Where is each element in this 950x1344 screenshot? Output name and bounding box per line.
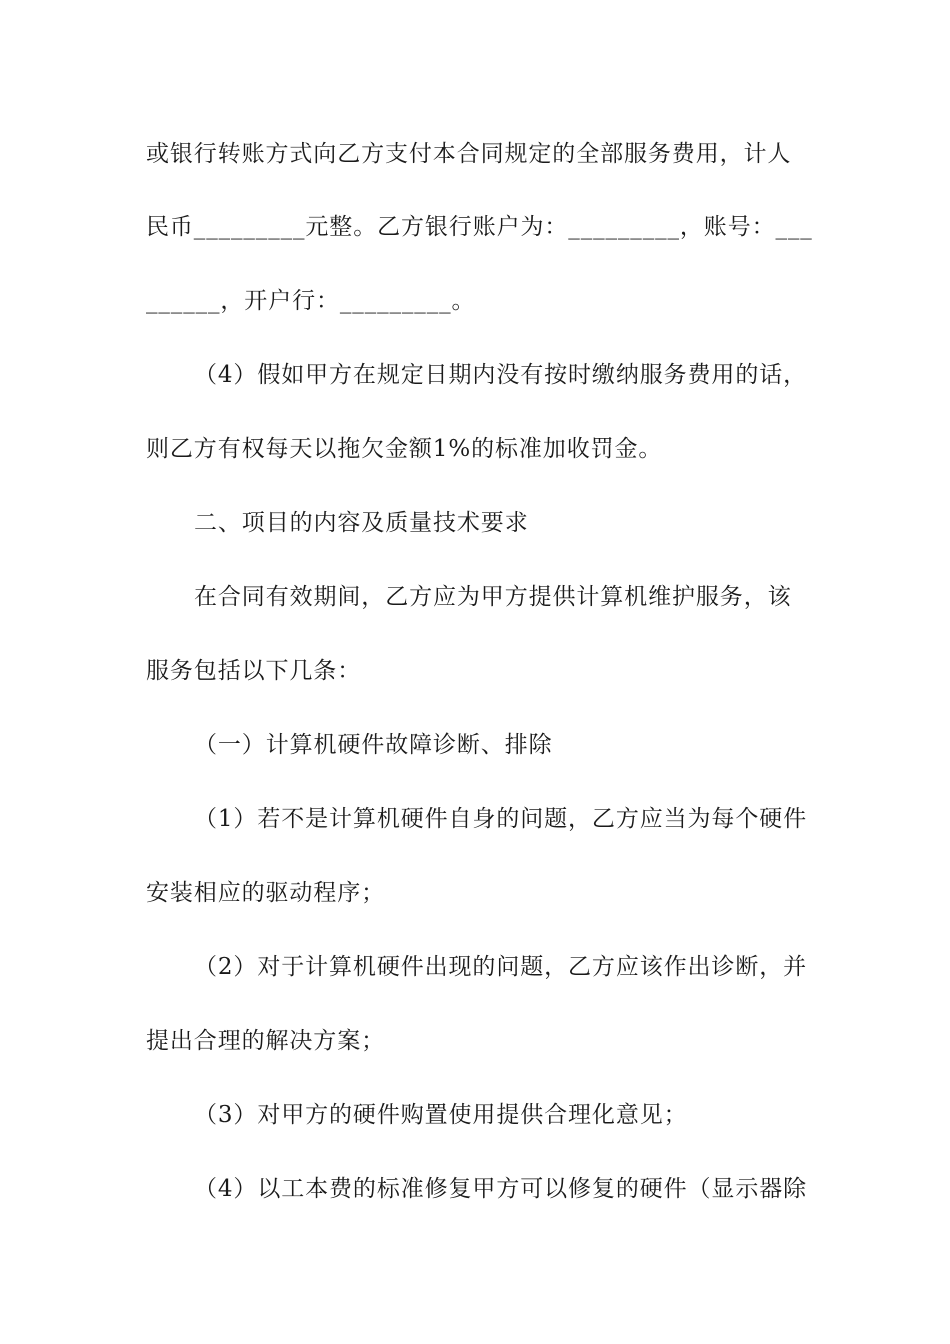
subsection-heading: （一）计算机硬件故障诊断、排除: [194, 732, 553, 758]
text-line-15: （4）以工本费的标准修复甲方可以修复的硬件（显示器除: [194, 1176, 808, 1202]
text-line-3: ______，开户行：_________。: [146, 288, 476, 314]
text-line-8: 服务包括以下几条：: [146, 658, 362, 684]
text-line-14: （3）对甲方的硬件购置使用提供合理化意见；: [194, 1102, 688, 1128]
text-line-12: （2）对于计算机硬件出现的问题，乙方应该作出诊断，并: [194, 954, 808, 980]
section-heading: 二、项目的内容及质量技术要求: [194, 510, 529, 536]
text-line-1: 或银行转账方式向乙方支付本合同规定的全部服务费用，计人: [146, 141, 792, 167]
text-line-7: 在合同有效期间，乙方应为甲方提供计算机维护服务，该: [194, 584, 792, 610]
text-line-13: 提出合理的解决方案；: [146, 1028, 385, 1054]
text-line-10: （1）若不是计算机硬件自身的问题，乙方应当为每个硬件: [194, 806, 808, 832]
text-line-2: 民币_________元整。乙方银行账户为：_________，账号：___: [146, 214, 813, 240]
text-line-5: 则乙方有权每天以拖欠金额1%的标准加收罚金。: [146, 436, 663, 462]
text-line-4: （4）假如甲方在规定日期内没有按时缴纳服务费用的话，: [194, 362, 808, 388]
text-line-11: 安装相应的驱动程序；: [146, 880, 385, 906]
